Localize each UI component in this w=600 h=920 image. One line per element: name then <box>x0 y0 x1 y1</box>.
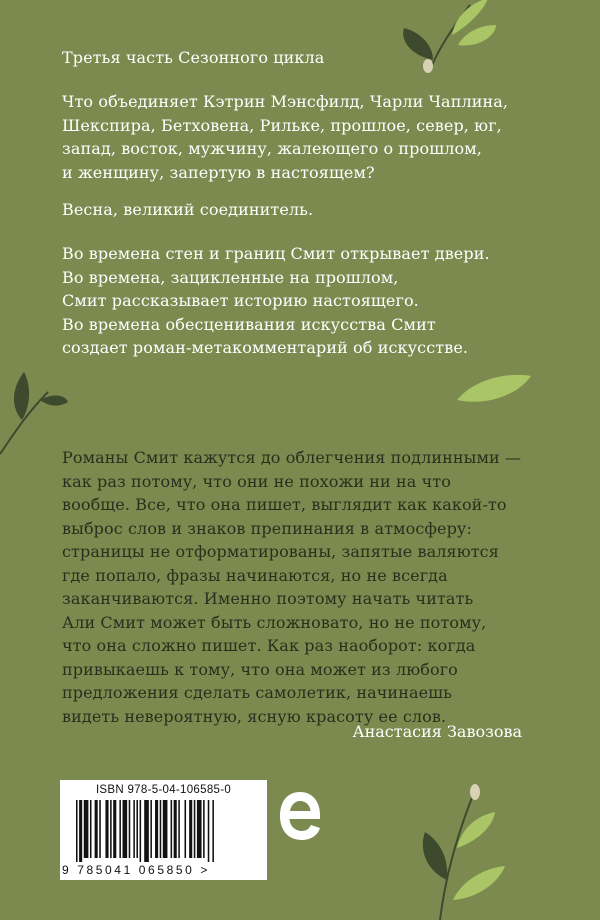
series-line <box>62 46 542 70</box>
text-line: Романы Смит кажутся до облегчения подлинными — <box>62 448 522 467</box>
barcode-bar <box>90 800 92 858</box>
barcode-bar <box>110 800 112 858</box>
barcode-bar <box>150 800 152 858</box>
barcode-bar <box>171 800 173 858</box>
barcode-bar <box>123 800 128 858</box>
text-line: Али Смит может быть сложновато, но не потому, <box>62 612 487 632</box>
barcode-bar <box>76 800 78 862</box>
barcode-bar <box>129 800 131 858</box>
times-paragraph <box>62 242 542 360</box>
text-line: Смит рассказывает историю настоящего. <box>62 291 419 310</box>
text-line: запад, восток, мужчину, жалеющего о прошлом, <box>62 139 482 158</box>
leaf-icon <box>458 25 496 45</box>
barcode-bar <box>189 800 192 858</box>
barcode-bar <box>84 800 89 858</box>
series-text: Третья часть Сезонного цикла <box>62 48 325 67</box>
barcode-bar <box>163 800 168 858</box>
stem-icon <box>440 790 475 920</box>
barcode-bar <box>99 800 101 858</box>
text-line: что она сложно пишет. Как раз наоборот: когда <box>62 636 476 655</box>
text-line: видеть невероятную, ясную красоту ее слов. <box>62 706 447 726</box>
barcode-bar <box>136 800 138 858</box>
bud-icon <box>470 784 480 800</box>
barcode-bar <box>185 800 187 858</box>
publisher-logo-icon <box>277 788 323 844</box>
leaf-icon <box>423 832 447 880</box>
text-line: вообще. Все, что она пишет, выглядит как какой-то <box>62 495 507 514</box>
text-line: привыкаешь к тому, что она может из любого <box>62 659 458 679</box>
text-line: создает роман-метакомментарий об искусстве. <box>62 338 469 357</box>
barcode-bar <box>144 800 149 862</box>
leaf-icon <box>457 375 531 402</box>
barcode-bar <box>174 800 177 858</box>
text-line: Во времена стен и границ Смит открывает двери. <box>62 244 490 263</box>
barcode-bar <box>133 800 135 858</box>
barcode-bar <box>208 800 210 862</box>
text-line: как раз потому, что они не похожи ни на что <box>62 471 451 491</box>
isbn-label: ISBN 978-5-04-106585-0 <box>95 784 232 796</box>
text-line: Во времена, зацикленные на прошлом, <box>62 267 399 287</box>
text-line: выброс слов и знаков препинания в атмосферу: <box>62 518 472 538</box>
barcode-bar <box>95 800 98 858</box>
barcode-bar <box>113 800 116 858</box>
barcode-bar <box>212 800 214 862</box>
barcode-bar <box>197 800 202 858</box>
barcode-bar <box>155 800 158 858</box>
barcode-bar <box>178 800 180 858</box>
leaf-icon <box>457 812 495 848</box>
leaf-icon <box>14 372 29 420</box>
barcode-bar <box>140 800 142 862</box>
text-line: Что объединяет Кэтрин Мэнсфилд, Чарли Чаплина, <box>62 92 509 111</box>
text-line: Шекспира, Бетховена, Рильке, прошлое, север, юг, <box>62 115 502 135</box>
text-line: Во времена обесценивания искусства Смит <box>62 314 436 334</box>
spring-paragraph <box>62 198 542 222</box>
barcode-box <box>60 780 267 880</box>
barcode <box>76 800 252 862</box>
text-line: где попало, фразы начинаются, но не всегда <box>62 565 448 585</box>
barcode-bar <box>79 800 82 862</box>
leaf-cluster-bottom-right <box>395 770 545 920</box>
intro-paragraph <box>62 90 542 184</box>
text-line: страницы не отформатированы, запятые валяются <box>62 542 499 561</box>
text-line: Весна, великий соединитель. <box>62 200 314 219</box>
text-line: и женщину, запертую в настоящем? <box>62 162 375 182</box>
reviewer-name: Анастасия Завозова <box>352 722 522 741</box>
barcode-bar <box>160 800 162 858</box>
barcode-bar <box>203 800 205 858</box>
barcode-digits: 9 785041 065850 > <box>62 863 210 877</box>
barcode-bar <box>119 800 121 858</box>
text-line: предложения сделать самолетик, начинаешь <box>62 683 452 702</box>
barcode-bar <box>194 800 196 858</box>
text-line: заканчиваются. Именно поэтому начать читать <box>62 589 474 608</box>
leaf-cluster-left <box>0 362 70 462</box>
leaf-icon <box>453 866 505 900</box>
leaf-right-middle <box>455 370 535 410</box>
barcode-bar <box>105 800 108 858</box>
review-quote <box>62 446 542 728</box>
